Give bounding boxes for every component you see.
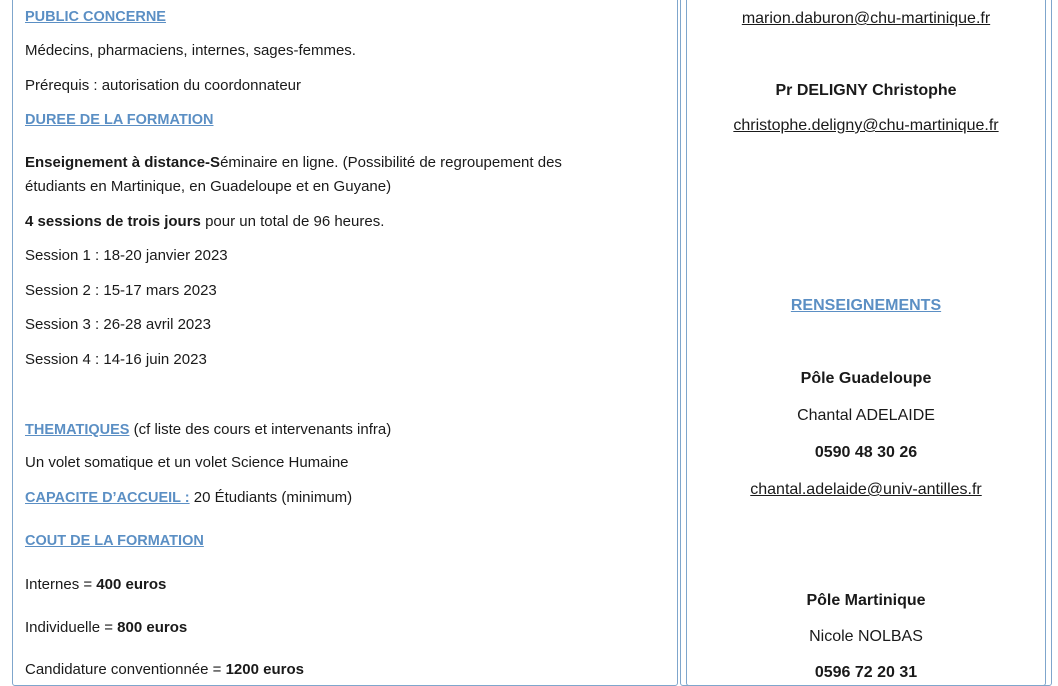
convention-label: Candidature conventionnée = (25, 661, 226, 678)
session-3: Session 3 : 26-28 avril 2023 (25, 316, 211, 333)
internes-value: 400 euros (96, 576, 167, 593)
renseignements-heading: RENSEIGNEMENTS (790, 297, 942, 314)
thematiques-line-2: Un volet somatique et un volet Science Humaine (25, 454, 349, 471)
right-column-inner-frame (686, 0, 1046, 686)
session-4: Session 4 : 14-16 juin 2023 (25, 351, 207, 368)
individuelle-label: Individuelle = (25, 619, 118, 636)
capacite-rest: 20 Étudiants (minimum) (189, 489, 353, 506)
pole-guadeloupe-title: Pôle Guadeloupe (800, 370, 932, 387)
sessions-rest: pour un total de 96 heures. (200, 213, 385, 230)
internes-line (25, 575, 166, 595)
email-link-deligny[interactable]: christophe.deligny@chu-martinique.fr (733, 117, 999, 134)
pole-guadeloupe-name: Chantal ADELAIDE (797, 407, 935, 424)
enseignement-bold: Enseignement à distance-S (25, 154, 221, 171)
convention-value: 1200 euros (225, 661, 304, 678)
convention-line (25, 660, 304, 680)
internes-label: Internes = (25, 576, 97, 593)
pole-martinique-title: Pôle Martinique (806, 592, 926, 609)
individuelle-line (25, 618, 187, 638)
thematiques-rest: (cf liste des cours et intervenants infra) (129, 421, 392, 438)
public-line-1: Médecins, pharmaciens, internes, sages-femmes. (25, 42, 356, 59)
enseignement-line-2: étudiants en Martinique, en Guadeloupe et en Guyane) (25, 178, 392, 195)
pole-guadeloupe-phone: 0590 48 30 26 (814, 444, 918, 461)
enseignement-rest: éminaire en ligne. (Possibilité de regroupement des (220, 154, 562, 171)
sessions-bold: 4 sessions de trois jours (25, 213, 201, 230)
cout-heading: COUT DE LA FORMATION (25, 533, 204, 549)
public-line-2: Prérequis : autorisation du coordonnateur (25, 77, 302, 94)
thematiques-heading: THEMATIQUES (25, 422, 130, 438)
contact-name-deligny: Pr DELIGNY Christophe (775, 82, 957, 99)
public-heading: PUBLIC CONCERNE (25, 9, 166, 25)
duree-heading: DUREE DE LA FORMATION (25, 112, 214, 128)
enseignement-line-1 (25, 153, 562, 173)
pole-martinique-phone: 0596 72 20 31 (814, 664, 918, 681)
session-2: Session 2 : 15-17 mars 2023 (25, 282, 217, 299)
pole-martinique-name: Nicole NOLBAS (809, 628, 923, 645)
capacite-line (25, 488, 352, 508)
capacite-heading: CAPACITE D’ACCUEIL : (25, 490, 190, 506)
individuelle-value: 800 euros (117, 619, 188, 636)
session-1: Session 1 : 18-20 janvier 2023 (25, 247, 228, 264)
email-link-adelaide[interactable]: chantal.adelaide@univ-antilles.fr (750, 481, 982, 498)
email-link-daburon[interactable]: marion.daburon@chu-martinique.fr (741, 10, 991, 27)
sessions-line (25, 212, 384, 232)
thematiques-line (25, 420, 391, 440)
